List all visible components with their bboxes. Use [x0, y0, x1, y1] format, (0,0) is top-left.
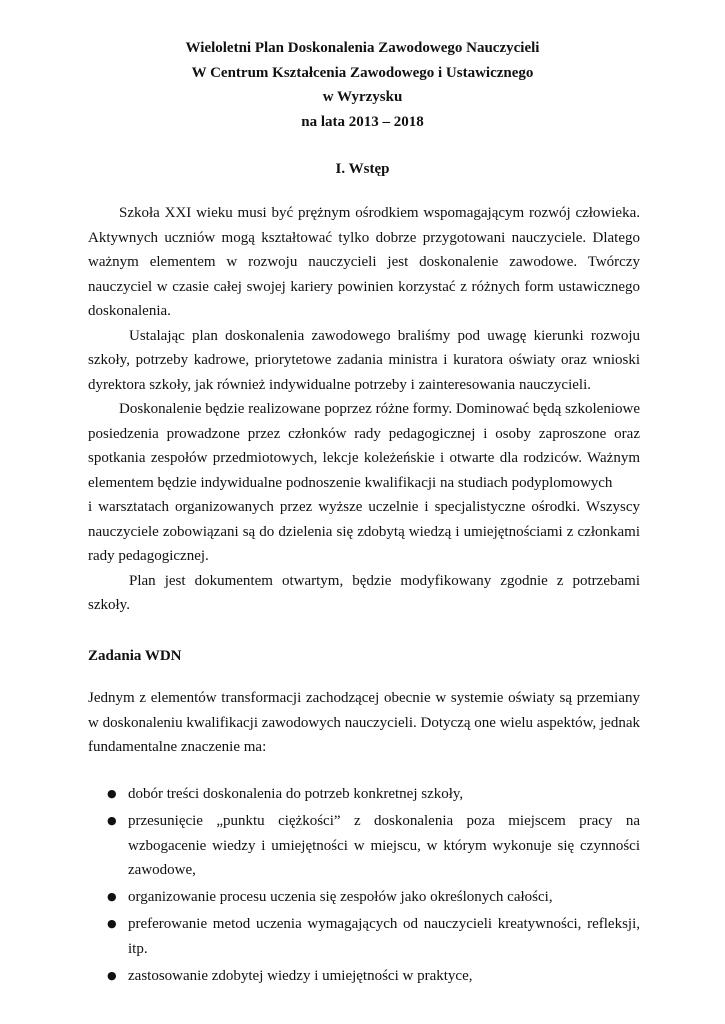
list-item: [88, 912, 640, 961]
bullet-icon: ●: [107, 968, 117, 982]
paragraph: Jednym z elementów transformacji zachodzącej obecnie w systemie oświaty są przemiany w doskonaleniu kwalifikacji zawodowych nauczycieli. Dotyczą one wielu aspektów, jednak fundamentalne znaczenie ma:: [88, 690, 640, 755]
list-item: [88, 964, 640, 989]
section-heading-wstep: I. Wstęp: [335, 161, 390, 177]
title-line-4: na lata 2013 – 2018: [301, 113, 424, 130]
section-wstep-body: [88, 201, 640, 618]
title-line-3: w Wyrzysku: [322, 89, 403, 105]
bullet-icon: ●: [107, 917, 117, 930]
list-item-text: preferowanie metod uczenia wymagających od nauczycieli kreatywności, refleksji, itp.: [128, 916, 640, 957]
title-line-2: W Centrum Kształcenia Zawodowego i Ustawicznego: [191, 64, 534, 81]
paragraph: Doskonalenie będzie realizowane poprzez różne formy. Dominować będą szkoleniowe posiedzenia prowadzone przez członków rady pedagogicznej i osoby zaproszone oraz spotkania zespołów przedmiotowych, lekcje koleżeńskie i otwarte dla rodziców. Ważnym elementem będzie indywidualne podnoszenie kwalifikacji na studiach podyplomowych: [88, 401, 640, 491]
paragraph: Ustalając plan doskonalenia zawodowego braliśmy pod uwagę kierunki rozwoju szkoły, potrzeby kadrowe, priorytetowe zadania ministra i kuratora oświaty oraz wnioski dyrektora szkoły, jak również indywidualne potrzeby i zainteresowania nauczycieli.: [88, 327, 640, 393]
bullet-icon: ●: [107, 890, 117, 903]
list-item: [88, 782, 640, 807]
paragraph: i warsztatach organizowanych przez wyższe uczelnie i specjalistyczne ośrodki. Wszyscy nauczyciele zobowiązani są do dzielenia się zdobytą wiedzą i umiejętnościami z członkami rady pedagogicznej.: [88, 499, 640, 564]
bullet-icon: ●: [107, 814, 117, 827]
list-item-text: dobór treści doskonalenia do potrzeb konkretnej szkoły,: [128, 786, 464, 802]
section-heading-zadania: Zadania WDN: [88, 648, 182, 664]
document-title: [0, 36, 725, 134]
section-zadania-intro: [88, 686, 640, 760]
list-item: [88, 809, 640, 883]
list-item-text: zastosowanie zdobytej wiedzy i umiejętności w praktyce,: [128, 967, 473, 984]
bullet-icon: ●: [107, 787, 117, 800]
paragraph: Szkoła XXI wieku musi być prężnym ośrodkiem wspomagającym rozwój człowieka. Aktywnych uczniów mogą kształtować tylko dobrze przygotowani nauczyciele. Dlatego ważnym elementem w rozwoju nauczycieli jest doskonalenie zawodowe. Twórczy nauczyciel w czasie całej swojej kariery powinien korzystać z różnych form ustawicznego doskonalenia.: [88, 205, 640, 319]
list-item-text: organizowanie procesu uczenia się zespołów jako określonych całości,: [128, 889, 553, 905]
paragraph: Plan jest dokumentem otwartym, będzie modyfikowany zgodnie z potrzebami szkoły.: [88, 572, 640, 613]
title-line-1: Wieloletni Plan Doskonalenia Zawodowego Nauczycieli: [185, 40, 540, 56]
list-item-text: przesunięcie „punktu ciężkości” z doskonalenia poza miejscem pracy na wzbogacenie wiedzy i umiejętności w miejscu, w którym wykonuje się czynności zawodowe,: [128, 813, 640, 878]
list-item: [88, 885, 640, 910]
bullet-list: [88, 782, 640, 991]
